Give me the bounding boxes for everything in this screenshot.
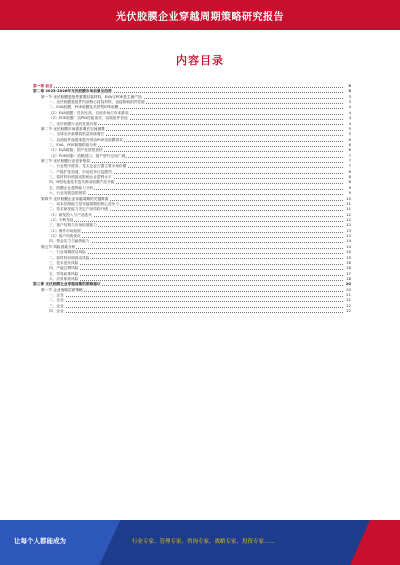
toc-entry-title: 四、企业	[33, 309, 65, 314]
toc-title: 内容目录	[176, 54, 224, 67]
toc-entry-page: 7	[343, 164, 351, 169]
report-header	[0, 0, 400, 30]
table-of-contents	[33, 84, 351, 314]
toc-entry-title: 二、企业	[33, 298, 65, 303]
toc-entry-page: 7	[343, 159, 351, 164]
toc-entry-page: 12	[343, 213, 351, 218]
toc-entry-page: 6	[343, 143, 351, 148]
toc-entry-title: 第三章 光伏胶膜企业穿越周期的策略建议	[33, 282, 101, 287]
toc-entry-title: 一、行业周期波动风险	[33, 250, 87, 255]
toc-entry-page: 14	[343, 239, 351, 244]
toc-entry-title: 四、N型电池技术迭代推动胶膜产品升级	[33, 180, 115, 185]
toc-entry-title: 六、行业发展趋势展望	[33, 191, 87, 196]
toc-leader-dots	[33, 307, 343, 308]
toc-leader-dots	[33, 264, 343, 265]
toc-entry-page: 5	[343, 127, 351, 132]
toc-entry-page: 16	[343, 261, 351, 266]
toc-entry-title: （2）POE胶膜：抗PID性能优异，双玻组件首选	[33, 116, 129, 121]
toc-entry-title: 四、资金实力与融资能力	[33, 239, 91, 244]
toc-entry-title: 五、胶膜企业盈利能力分析	[33, 186, 94, 191]
toc-entry-title: 第二节 光伏胶膜市场需求增长空间测算	[33, 127, 106, 132]
toc-entry-title: 一、行业集中度高，龙头企业占据主要市场份额	[33, 164, 127, 169]
toc-entry-page: 4	[343, 116, 351, 121]
toc-entry-title: 第五节 风险因素分析	[33, 245, 76, 250]
toc-leader-dots	[33, 221, 343, 222]
toc-entry-title: （1）海外市场拓展	[33, 229, 82, 234]
toc-entry-title: 二、技术研发能力决定产品结构升级	[33, 207, 109, 212]
toc-entry-title: 一、企业	[33, 293, 65, 298]
toc-entry-title: 第四节 光伏胶膜企业穿越周期的关键要素	[33, 197, 110, 202]
footer-tagline: 行业专家、管理专家、咨询专家、战略专家、投资专家……	[132, 539, 276, 545]
toc-leader-dots	[33, 87, 343, 88]
toc-entry-page: 13	[343, 229, 351, 234]
toc-leader-dots	[33, 296, 343, 297]
toc-entry-title: 三、企业	[33, 304, 65, 309]
toc-leader-dots	[33, 269, 343, 270]
toc-entry-title: （1）EVA胶膜：性价比高，目前市场占有率最高	[33, 111, 130, 116]
toc-entry-title: 一、成本控制能力是穿越周期的核心竞争力	[33, 202, 120, 207]
toc-entry-title: 三、客户结构与市场拓展能力	[33, 223, 98, 228]
toc-entry-title: 三、EVA、POE树脂供给分析	[33, 143, 98, 148]
toc-entry-title: 二、EVA胶膜、POE胶膜及共挤型EPE胶膜	[33, 105, 119, 110]
toc-entry-page: 11	[343, 202, 351, 207]
toc-entry-title: 第一节 光伏胶膜是组件重要封装材料，EVA与POE是主流产品	[33, 95, 143, 100]
toc-entry-page: 8	[343, 180, 351, 185]
toc-entry-page: 11	[343, 207, 351, 212]
toc-leader-dots	[33, 301, 343, 302]
toc-entry-page: 3	[343, 100, 351, 105]
toc-entry-page: 6	[343, 138, 351, 143]
toc-leader-dots	[33, 248, 343, 249]
toc-entry-page: 4	[343, 111, 351, 116]
toc-leader-dots	[33, 280, 343, 281]
toc-entry-title: 六、应收账款风险	[33, 277, 80, 282]
toc-entry-page: 9	[343, 191, 351, 196]
toc-entry-page: 17	[343, 272, 351, 277]
toc-leader-dots	[33, 312, 343, 313]
toc-entry-title: 二、原材料价格波动风险	[33, 256, 91, 261]
toc-leader-dots	[33, 275, 343, 276]
toc-entry-title: 五、贸易政策风险	[33, 272, 80, 277]
toc-entry-title: （1）EVA树脂：国产化进程加快	[33, 148, 104, 153]
toc-entry-page: 7	[343, 154, 351, 159]
toc-entry-page: 20	[343, 288, 351, 293]
toc-entry-title: 一、全球光伏新增装机量持续增长	[33, 132, 105, 137]
toc-entry[interactable]	[33, 309, 351, 314]
toc-entry-page: 16	[343, 266, 351, 271]
toc-entry-page: 8	[343, 175, 351, 180]
toc-entry-title: 第二章 2025-2026年光伏胶膜市场前景及趋势	[33, 89, 112, 94]
toc-entry-page: 21	[343, 298, 351, 303]
footer-banner	[0, 520, 400, 565]
toc-entry-page: 12	[343, 223, 351, 228]
toc-entry-title: （2）POE树脂：依赖进口，国产替代空间广阔	[33, 154, 126, 159]
toc-entry-title: 二、双面组件渗透率提升带动POE类胶膜需求	[33, 138, 124, 143]
toc-entry-page: 9	[343, 186, 351, 191]
footer-slogan: 让每个人都能成为	[14, 537, 66, 545]
toc-entry-page: 20	[343, 282, 351, 287]
toc-entry-title: 第三节 光伏胶膜行业竞争格局	[33, 159, 91, 164]
toc-entry-page: 22	[343, 304, 351, 309]
toc-entry-page: 21	[343, 293, 351, 298]
toc-entry-title: 三、技术迭代风险	[33, 261, 80, 266]
toc-entry-page: 5	[343, 132, 351, 137]
toc-entry-page: 10	[343, 197, 351, 202]
toc-entry-page: 15	[343, 250, 351, 255]
toc-entry-page: 15	[343, 256, 351, 261]
toc-entry-page: 13	[343, 234, 351, 239]
toc-entry-title: 一、光伏胶膜是组件内部核心封装材料，直接影响组件性能	[33, 100, 146, 105]
toc-entry-title: 第一节 企业战略层面策略	[33, 288, 84, 293]
toc-entry-page: 14	[343, 245, 351, 250]
toc-entry-title: 三、光伏胶膜行业的发展历程	[33, 122, 98, 127]
toc-entry-title: 二、产能扩张加速，市场竞争日趋激烈	[33, 170, 113, 175]
toc-entry-title: 第一章 前言	[33, 84, 53, 88]
toc-entry-title: （2）客户结构优化	[33, 234, 82, 239]
toc-entry-page: 22	[343, 309, 351, 314]
toc-entry-page: 3	[343, 84, 351, 89]
toc-entry-title: 三、原材料价格波动影响企业盈利水平	[33, 175, 113, 180]
toc-entry-page: 3	[343, 89, 351, 94]
toc-entry-title: 四、产能过剩风险	[33, 266, 80, 271]
toc-entry-page: 4	[343, 122, 351, 127]
toc-entry-page: 3	[343, 95, 351, 100]
toc-entry-page: 18	[343, 277, 351, 282]
toc-entry-page: 6	[343, 148, 351, 153]
toc-entry-page: 4	[343, 105, 351, 110]
toc-entry-title: （1）研发投入与产品迭代	[33, 213, 93, 218]
toc-entry-title: （2）专利布局	[33, 218, 74, 223]
report-title: 光伏胶膜企业穿越周期策略研究报告	[116, 12, 284, 23]
toc-entry-page: 12	[343, 218, 351, 223]
toc-entry-page: 8	[343, 170, 351, 175]
